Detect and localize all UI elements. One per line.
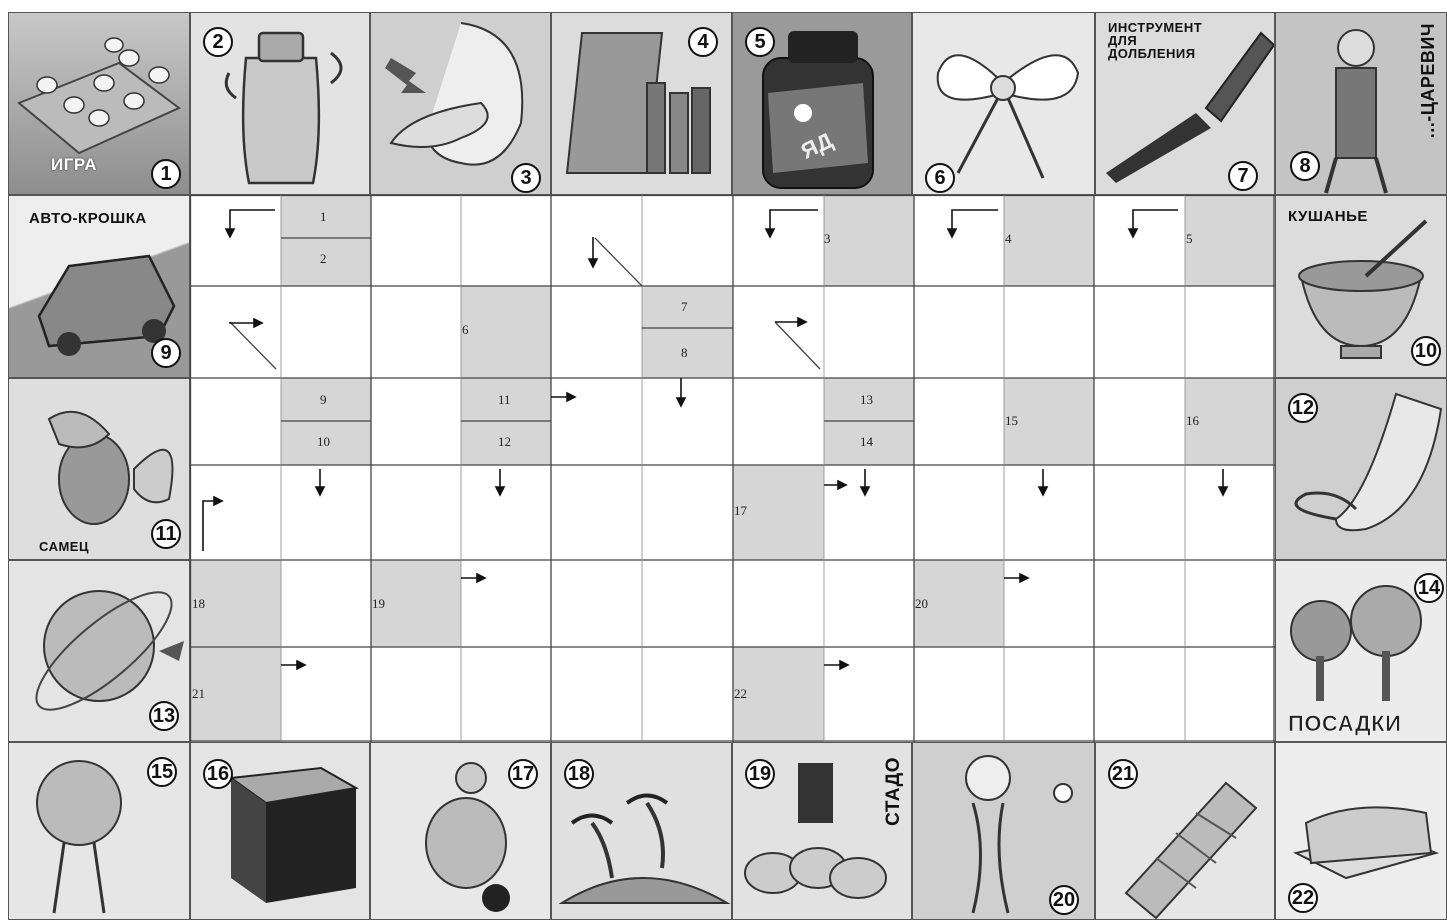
clue-number-14: 14 (860, 434, 873, 449)
picture-10-number: 10 (1411, 336, 1441, 366)
picture-8-prince (1275, 12, 1447, 195)
clue-number-9: 9 (320, 392, 327, 407)
clue-number-2: 2 (320, 251, 327, 266)
picture-18-number: 18 (564, 759, 594, 789)
picture-5-poison (732, 12, 912, 195)
picture-13-number: 13 (149, 701, 179, 731)
picture-1-caption: ИГРА (51, 155, 97, 174)
picture-22-number: 22 (1288, 883, 1318, 913)
picture-8-number: 8 (1290, 151, 1320, 181)
clue-cell (824, 195, 914, 286)
clue-number-22: 22 (734, 686, 747, 701)
clue-number-12: 12 (498, 434, 511, 449)
clue-number-13: 13 (860, 392, 873, 407)
clue-number-7: 7 (681, 299, 688, 314)
picture-20-eve (912, 742, 1095, 920)
picture-16-number: 16 (203, 759, 233, 789)
clue-number-10: 10 (317, 434, 330, 449)
picture-14-number: 14 (1414, 573, 1444, 603)
picture-11-number: 11 (151, 519, 181, 549)
picture-19-shepherd (732, 742, 912, 920)
picture-14-orchard (1275, 560, 1447, 742)
picture-2-number: 2 (203, 27, 233, 57)
clue-cell (1185, 195, 1275, 286)
picture-11-caption: САМЕЦ (39, 539, 89, 554)
clue-number-4: 4 (1005, 231, 1012, 246)
picture-7-caption: ИНСТРУМЕНТ ДЛЯ ДОЛБЛЕНИЯ (1108, 20, 1203, 61)
picture-6-bow (912, 12, 1095, 195)
clue-number-17: 17 (734, 503, 747, 518)
picture-17-number: 17 (508, 759, 538, 789)
picture-21-bandage (1095, 742, 1275, 920)
picture-9-number: 9 (151, 338, 181, 368)
clue-number-1: 1 (320, 209, 327, 224)
clue-number-6: 6 (462, 322, 469, 337)
picture-10-caption: КУШАНЬЕ (1288, 208, 1368, 225)
picture-15-lion (8, 742, 190, 920)
picture-1-dominoes (8, 12, 190, 195)
picture-8-caption: ...-ЦАРЕВИЧ (1418, 23, 1438, 139)
clue-cell (1004, 195, 1094, 286)
picture-12-horn (1275, 378, 1447, 560)
picture-9-caption: АВТО-КРОШКА (29, 210, 147, 227)
crossword-grid (190, 195, 1275, 742)
clue-number-5: 5 (1186, 231, 1193, 246)
picture-7-chisel (1095, 12, 1275, 195)
clue-number-15: 15 (1005, 413, 1018, 428)
picture-1-number: 1 (151, 159, 181, 189)
picture-22-sofa (1275, 742, 1447, 920)
picture-2-milk-can (190, 12, 370, 195)
clue-number-3: 3 (824, 231, 831, 246)
picture-9-small-car (8, 195, 190, 378)
clue-number-11: 11 (498, 392, 511, 407)
picture-19-number: 19 (745, 759, 775, 789)
clue-number-18: 18 (192, 596, 205, 611)
picture-4-wallpaper (551, 12, 732, 195)
picture-12-number: 12 (1288, 393, 1318, 423)
clue-number-16: 16 (1186, 413, 1199, 428)
clue-number-8: 8 (681, 345, 688, 360)
picture-19-caption: СТАДО (883, 757, 904, 826)
picture-21-number: 21 (1108, 759, 1138, 789)
picture-15-number: 15 (147, 757, 177, 787)
picture-13-planet (8, 560, 190, 742)
clue-number-21: 21 (192, 686, 205, 701)
picture-6-number: 6 (925, 163, 955, 193)
picture-10-tureen (1275, 195, 1447, 378)
picture-7-number: 7 (1228, 161, 1258, 191)
picture-20-number: 20 (1049, 885, 1079, 915)
picture-3-creature (370, 12, 551, 195)
picture-16-box (190, 742, 370, 920)
picture-18-island (551, 742, 732, 920)
picture-14-caption: ПОСАДКИ (1288, 711, 1402, 736)
picture-3-number: 3 (511, 163, 541, 193)
picture-17-strongman (370, 742, 551, 920)
picture-4-number: 4 (688, 27, 718, 57)
picture-11-male-fox (8, 378, 190, 560)
clue-cell (461, 286, 551, 378)
clue-number-20: 20 (915, 596, 928, 611)
clue-number-19: 19 (372, 596, 385, 611)
picture-5-number: 5 (745, 27, 775, 57)
picture-5-label: ЯД (797, 127, 838, 164)
